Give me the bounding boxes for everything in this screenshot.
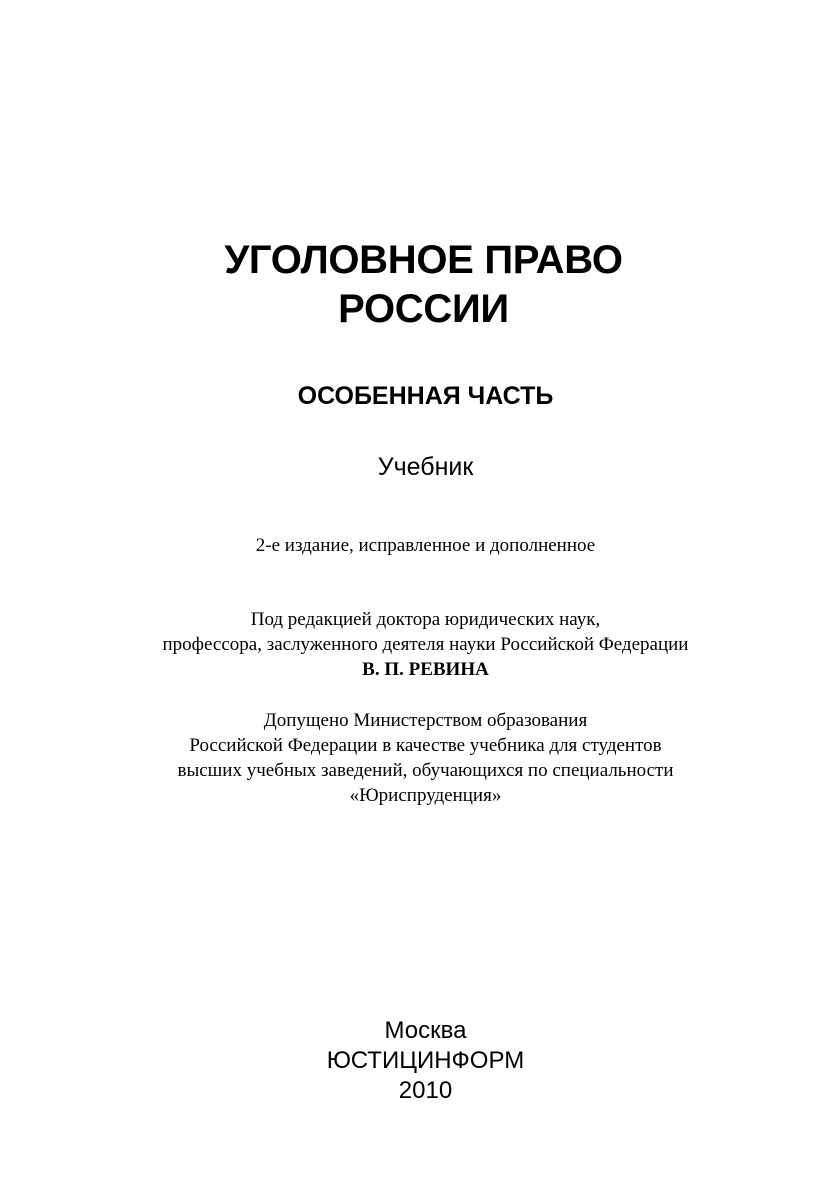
book-title-line-2: РОССИИ bbox=[338, 287, 509, 331]
editor-name: В. П. РЕВИНА bbox=[362, 659, 489, 680]
book-title bbox=[10, 236, 827, 334]
editors-line-2: профессора, заслуженного деятеля науки Российской Федерации bbox=[162, 634, 689, 655]
editors-line-1: Под редакцией доктора юридических наук, bbox=[250, 609, 601, 630]
book-title-line-1: УГОЛОВНОЕ ПРАВО bbox=[224, 238, 623, 282]
imprint-block bbox=[12, 1016, 827, 1106]
imprint-city: Москва bbox=[384, 1017, 467, 1044]
approval-block bbox=[12, 708, 827, 808]
edition-note: 2-е издание, исправленное и дополненное bbox=[255, 535, 596, 556]
imprint-publisher: ЮСТИЦИНФОРМ bbox=[326, 1047, 525, 1074]
book-subtitle: ОСОБЕННАЯ ЧАСТЬ bbox=[297, 382, 554, 410]
approval-line-4: «Юриспруденция» bbox=[349, 785, 502, 806]
imprint-year: 2010 bbox=[398, 1077, 453, 1104]
approval-line-2: Российской Федерации в качестве учебника для студентов bbox=[189, 735, 662, 756]
editors-block bbox=[12, 607, 827, 682]
approval-line-1: Допущено Министерством образования bbox=[263, 710, 588, 731]
document-type: Учебник bbox=[377, 453, 474, 481]
approval-line-3: высших учебных заведений, обучающихся по специальности bbox=[177, 760, 674, 781]
